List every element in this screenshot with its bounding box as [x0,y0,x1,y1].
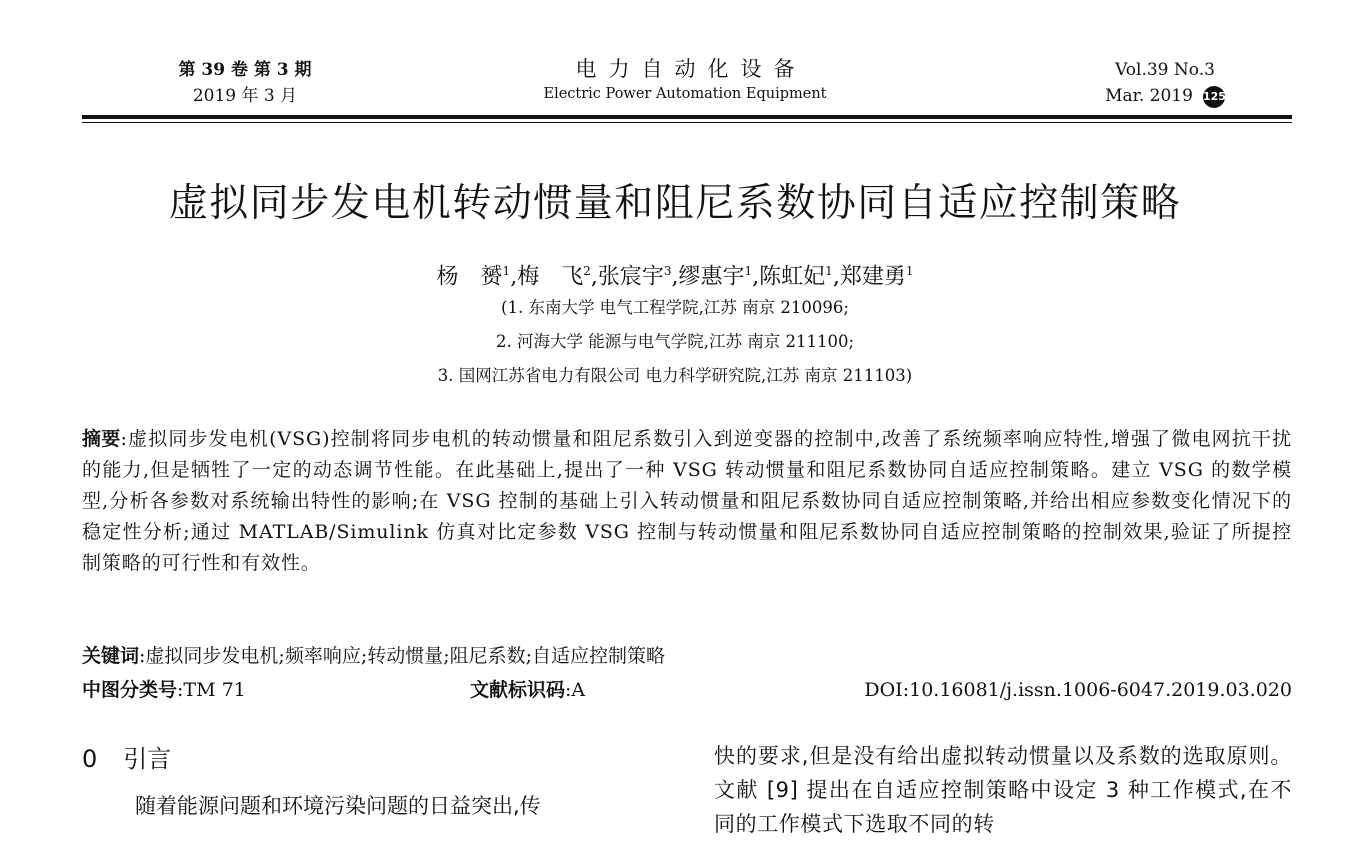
classification-number [82,675,246,706]
volume-issue-cn: 第 39 卷 第 3 期 [178,60,312,80]
intro-paragraph-left: 随着能源问题和环境污染问题的日益突出,传 [135,794,541,818]
abstract-label: 摘要 [82,428,121,450]
affiliation-line: 2. 河海大学 能源与电气学院,江苏 南京 211100; [495,332,854,351]
author-affil-mark: 1 [905,264,914,278]
page-number-badge: 125 [1203,86,1225,108]
doi-label: DOI [864,679,903,701]
volume-issue-en: Vol.39 No.3 [1115,60,1215,80]
document-code-value: :A [565,679,586,701]
document-code-label: 文献标识码 [470,679,566,701]
keywords [82,641,1292,672]
author-name: 杨 赟 [436,264,503,290]
abstract [82,424,1292,579]
section-number: 0 [82,745,98,773]
intro-paragraph-right: 快的要求,但是没有给出虚拟转动惯量以及系数的选取原则。文献 [9] 提出在自适应控制策略中设定 3 种工作模式,在不同的工作模式下选取不同的转 [714,744,1292,836]
document-code [470,675,585,706]
header-rule-thin [82,122,1292,123]
journal-name-en: Electric Power Automation Equipment [543,86,827,102]
abstract-text: :虚拟同步发电机(VSG)控制将同步电机的转动惯量和阻尼系数引入到逆变器的控制中,改善了系统频率响应特性,增强了微电网抗干扰的能力,但是牺牲了一定的动态调节性能。在此基础上,提出了一种 VSG 转动惯量和阻尼系数协同自适应控制策略。建立 VSG 的数学模型,分析各参数对系统输出特性的影响;在 VSG 控制的基础上引入转动惯量和阻尼系数协同自适应控制策略,并给出相应参数变化情况下的稳定性分析;通过 MATLAB/Simulink 仿真对比定参数 VSG 控制与转动惯量和阻尼系数协同自适应控制策略的控制效果,验证了所提控制策略的可行性和有效性。 [82,428,1292,574]
author-affil-mark: 3 [663,264,672,278]
author-list: 杨 赟$^1$,梅 飞$^2$,张宸宇$^3$,缪惠宇$^1$,陈虹妃$^1$,郑建勇$^1$ [436,264,914,290]
paper-title: 虚拟同步发电机转动惯量和阻尼系数协同自适应控制策略 [168,181,1182,226]
author-name: 缪惠宇 [678,264,745,290]
section-title: 引言 [123,745,172,773]
author-affil-mark: 2 [583,264,591,278]
issue-date-en: Mar. 2019 [1105,86,1193,106]
journal-name [475,54,895,104]
header-rule-thick [82,115,1292,119]
author-affil-mark: 1 [502,264,511,278]
classification-label: 中图分类号 [82,679,178,701]
doi-value: :10.16081/j.issn.1006-6047.2019.03.020 [902,679,1292,701]
section-heading [82,742,171,776]
author-affil-mark: 1 [825,264,833,278]
keywords-text: :虚拟同步发电机;频率响应;转动惯量;阻尼系数;自适应控制策略 [139,645,666,667]
affiliation-line: (1. 东南大学 电气工程学院,江苏 南京 210096; [501,298,849,317]
author-name: 郑建勇 [839,264,906,290]
affiliation-line: 3. 国网江苏省电力有限公司 电力科学研究院,江苏 南京 211103) [437,366,913,385]
author-name: 陈虹妃 [759,264,826,290]
journal-issue-en [1085,57,1245,109]
classification-value: :TM 71 [177,679,246,701]
issue-date-cn: 2019 年 3 月 [192,86,298,106]
author-name: 梅 飞 [517,264,584,290]
doi [864,675,1292,706]
author-name: 张宸宇 [597,264,664,290]
author-affil-mark: 1 [744,264,753,278]
journal-name-cn: 电力自动化设备 [575,57,807,81]
keywords-label: 关键词 [82,645,140,667]
journal-issue-cn [150,57,340,109]
